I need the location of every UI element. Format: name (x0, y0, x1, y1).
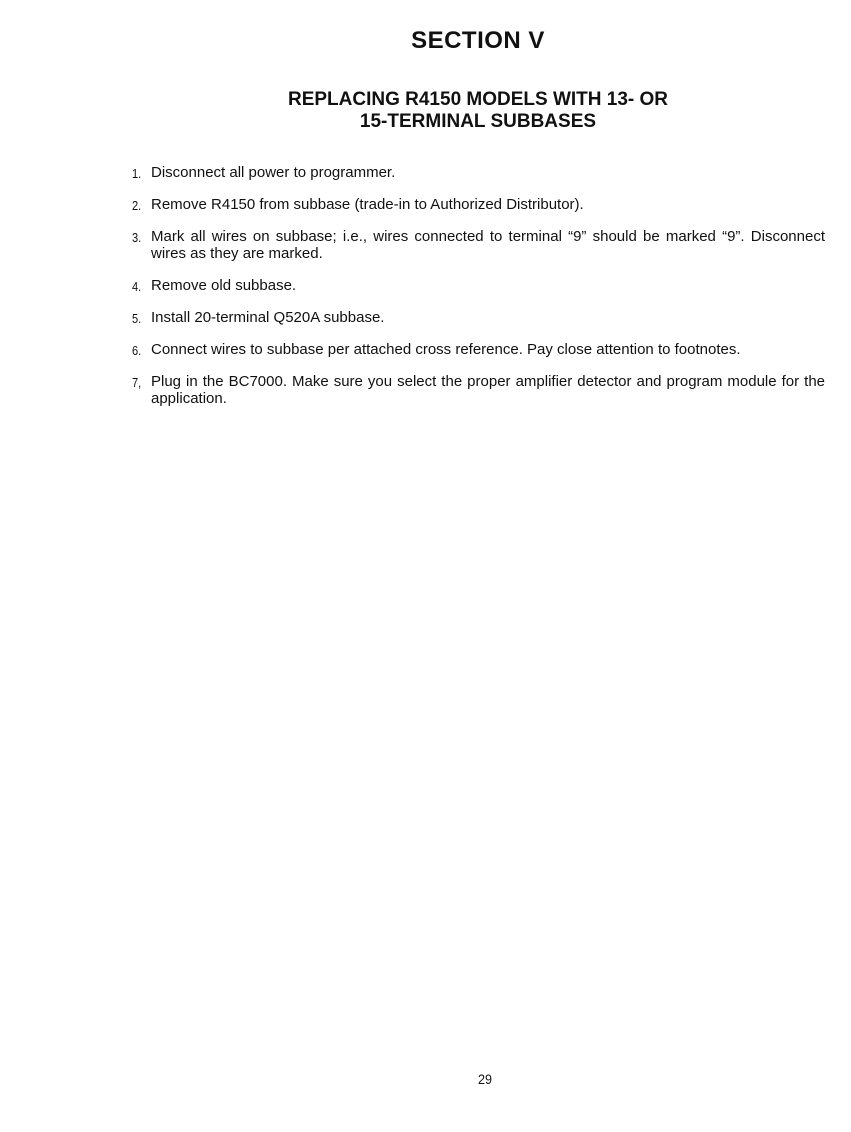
step-text: Install 20-terminal Q520A subbase. (151, 309, 385, 326)
step-item (130, 341, 825, 358)
step-item (130, 196, 825, 213)
subtitle-line-2: 15-TERMINAL SUBBASES (359, 111, 597, 132)
page-number: 29 (477, 1071, 493, 1087)
step-number: 1. (132, 166, 142, 181)
page-subtitle (0, 89, 851, 133)
step-text: Mark all wires on subbase; i.e., wires connected to terminal “9” should be marked “9”. Disconnect wires as they are marked. (151, 228, 825, 262)
step-item (130, 277, 825, 294)
step-text: Remove old subbase. (151, 277, 297, 294)
step-number: 5. (132, 311, 142, 326)
step-item (130, 228, 825, 262)
step-number: 6. (132, 343, 142, 358)
step-item (130, 309, 825, 326)
step-item (130, 164, 825, 181)
step-number: 7, (132, 375, 142, 390)
step-item (130, 373, 825, 407)
step-number: 2. (132, 198, 142, 213)
step-text: Disconnect all power to programmer. (151, 164, 396, 181)
instruction-steps (130, 164, 825, 422)
section-title: SECTION V (411, 27, 545, 54)
step-number: 4. (132, 279, 142, 294)
step-text: Plug in the BC7000. Make sure you select the proper amplifier detector and program module for the application. (151, 373, 825, 407)
step-number: 3. (132, 230, 142, 245)
step-text: Connect wires to subbase per attached cross reference. Pay close attention to footnotes. (151, 341, 741, 358)
subtitle-line-1: REPLACING R4150 MODELS WITH 13- OR (287, 89, 669, 110)
step-text: Remove R4150 from subbase (trade-in to Authorized Distributor). (151, 196, 584, 213)
